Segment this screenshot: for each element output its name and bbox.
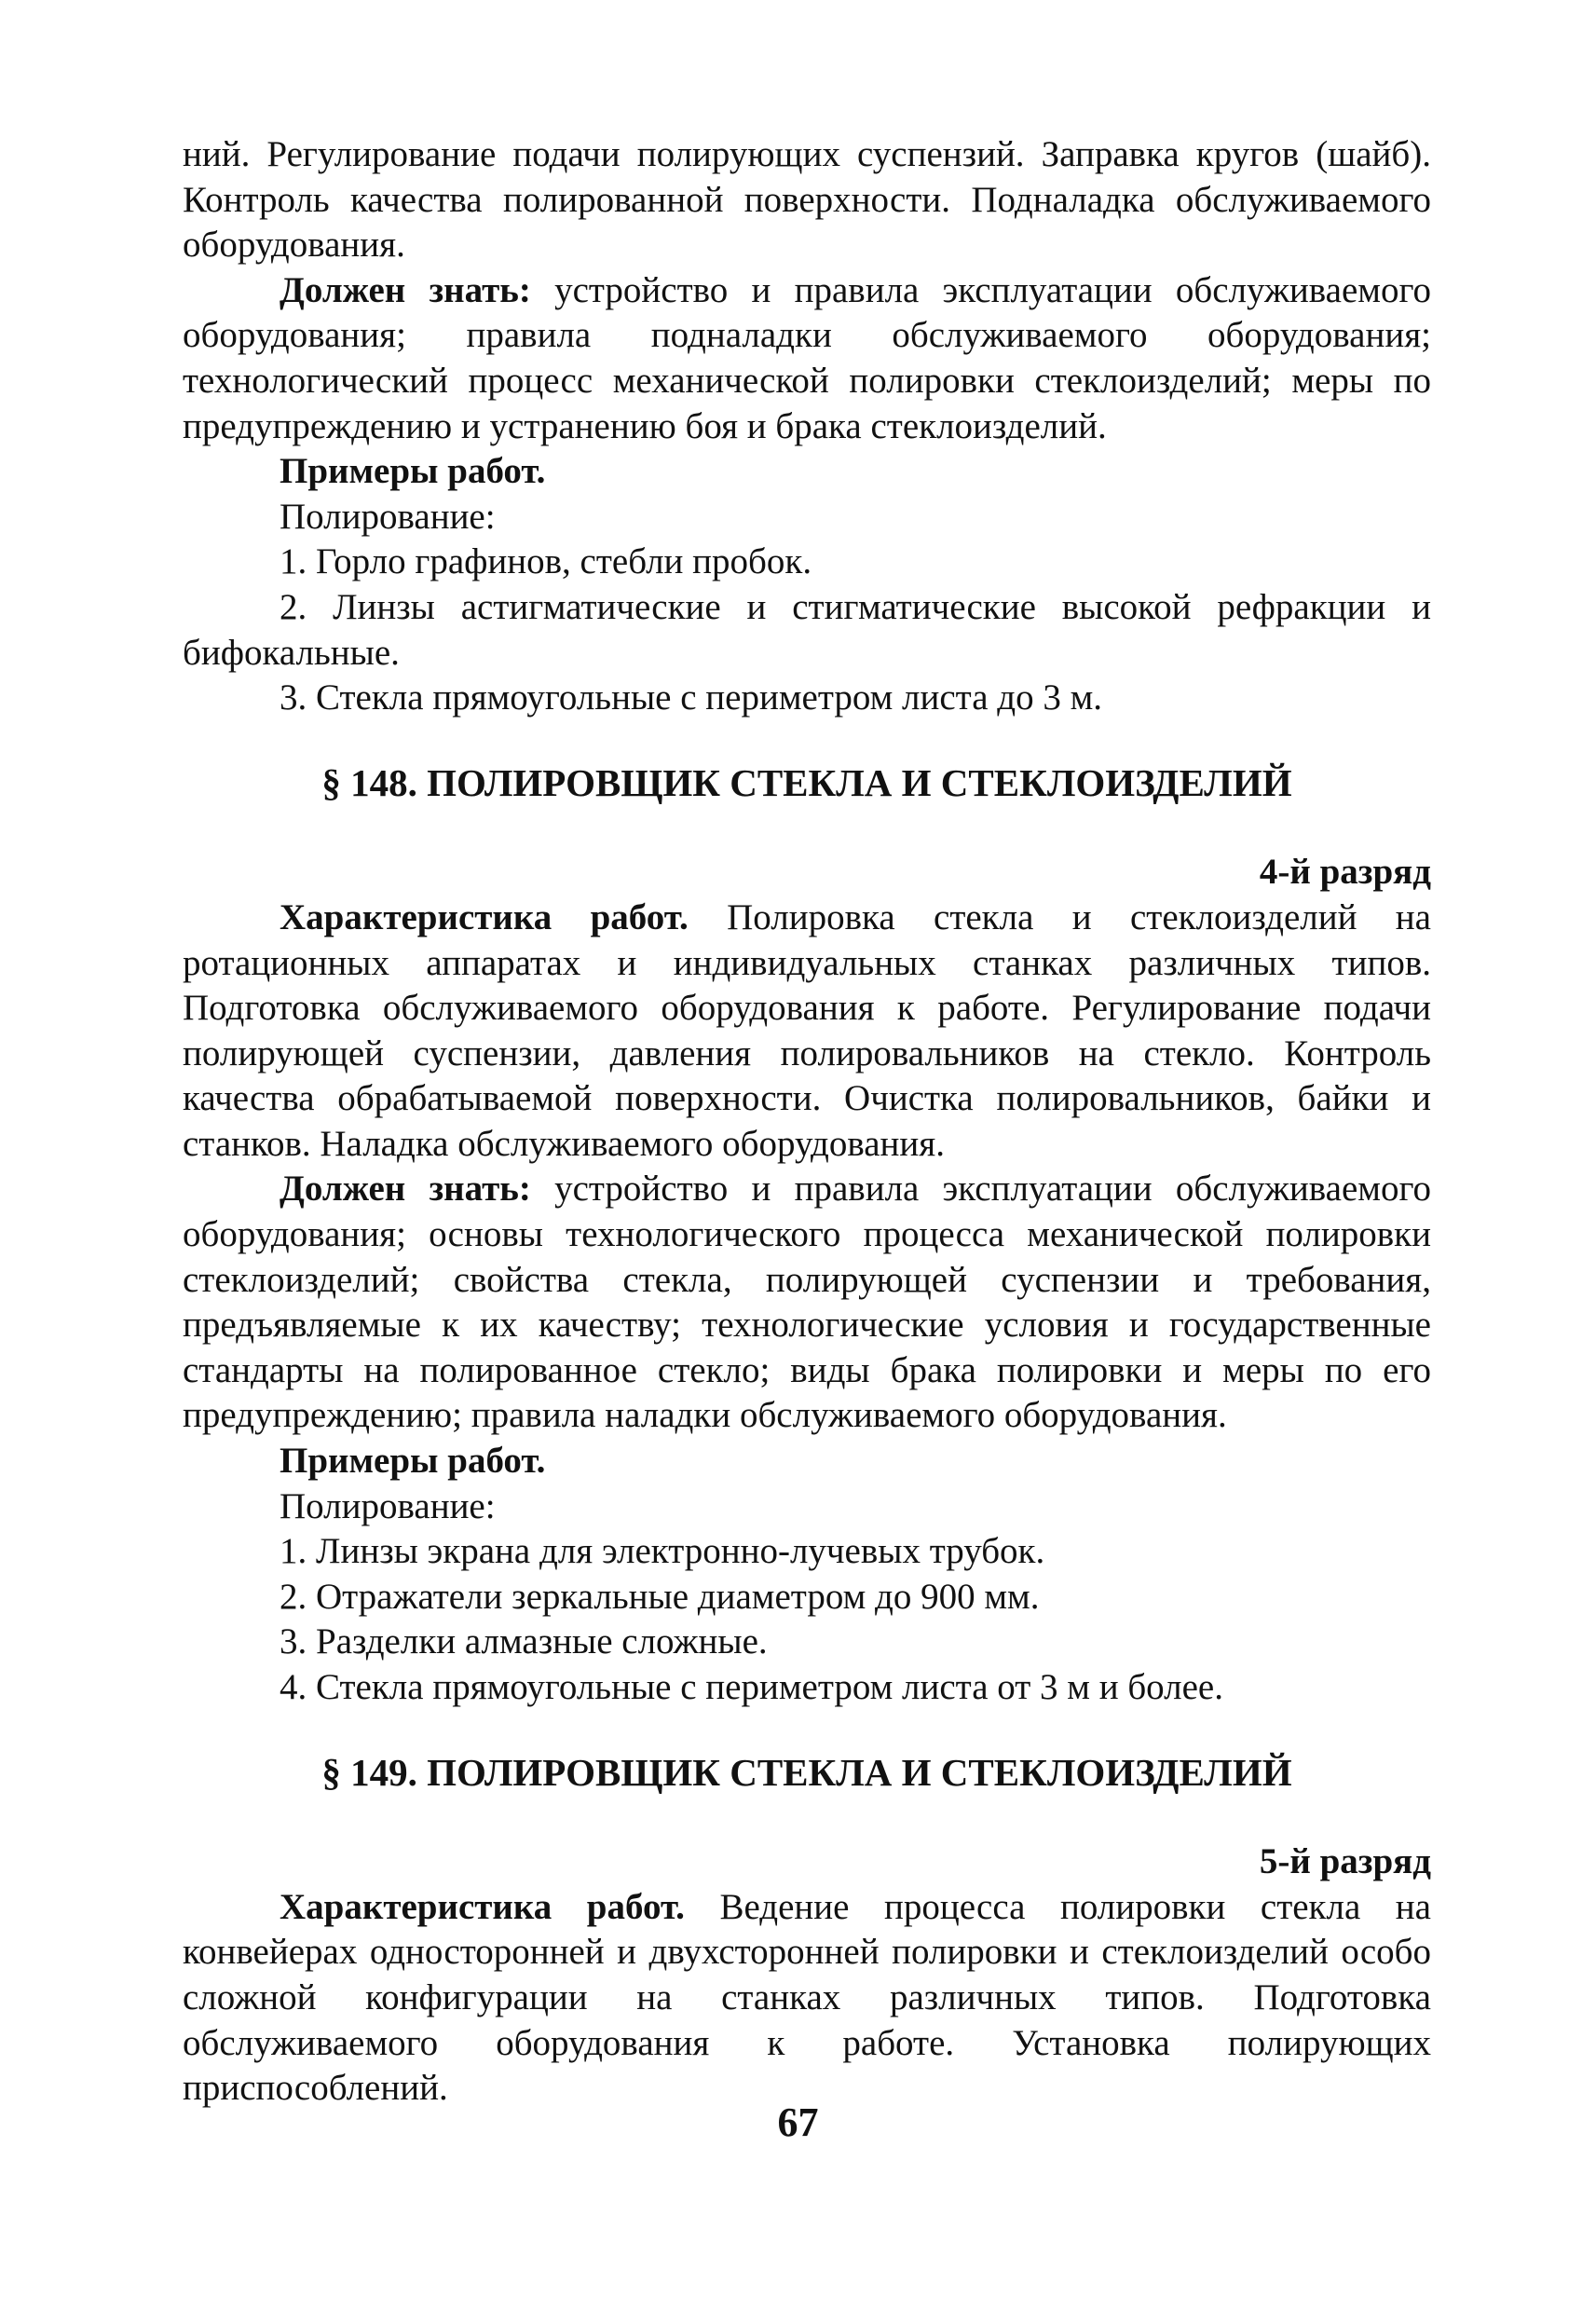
list-item: 4. Стекла прямоугольные с периметром листа от 3 м и более. [280,1667,1223,1707]
paragraph-text: Ведение процесса полировки стекла на конвейерах односторонней и двухсторонней полировки и стеклоизделий особо сложной конфигурации на станках различных типов. Подготовка обслуживаемого оборудования к работе. Установка полирующих приспособлений. [183,1886,1431,2109]
list-item: 3. Стекла прямоугольные с периметром листа до 3 м. [280,677,1103,718]
grade-label: 4-й разряд [1259,852,1431,893]
list-item: 2. Линзы астигматические и стигматические высокой рефракции и бифокальные. [183,586,1431,673]
list-item: 2. Отражатели зеркальные диаметром до 900 мм. [280,1576,1040,1617]
paragraph-text: устройство и правила эксплуатации обслуживаемого оборудования; правила подналадки обслуживаемого оборудования; технологический процесс механической полировки стеклоизделий; меры по предупреждению и устранению боя и брака стеклоизделий. [183,269,1431,446]
examples-heading: Примеры работ. [280,1441,546,1482]
paragraph-knowledge [183,1167,1431,1439]
paragraph-characteristic [183,896,1431,1168]
page-body [183,132,1431,2112]
paragraph-lead: Характеристика работ. [280,896,689,937]
paragraph [183,132,1431,268]
paragraph-lead: Должен знать: [280,269,531,310]
list-item: 3. Разделки алмазные сложные. [280,1621,768,1662]
list-item: 1. Горло графинов, стебли пробок. [280,541,812,582]
paragraph-lead: Характеристика работ. [280,1886,685,1927]
section-heading: § 149. ПОЛИРОВЩИК СТЕКЛА И СТЕКЛОИЗДЕЛИЙ [321,1750,1292,1794]
examples-heading: Примеры работ. [280,451,546,492]
paragraph-text: устройство и правила эксплуатации обслуживаемого оборудования; основы технологического процесса механической полировки стеклоизделий; свойства стекла, полирующей суспензии и требования, предъявляемые к их качеству; технологические условия и государственные стандарты на полированное стекло; виды брака полировки и меры по его предупреждению; правила наладки обслуживаемого оборудования. [183,1169,1431,1436]
paragraph-text: ний. Регулирование подачи полирующих суспензий. Заправка кругов (шайб). Контроль качества полированной поверхности. Подналадка обслуживаемого оборудования. [183,134,1431,266]
list-item: 1. Линзы экрана для электронно-лучевых трубок. [280,1531,1045,1572]
examples-intro: Полирование: [280,1485,496,1526]
paragraph-characteristic [183,1885,1431,2112]
section-heading: § 148. ПОЛИРОВЩИК СТЕКЛА И СТЕКЛОИЗДЕЛИЙ [321,760,1292,804]
paragraph-knowledge [183,268,1431,449]
paragraph-text: Полировка стекла и стеклоизделий на ротационных аппаратах и индивидуальных станках различных типов. Подготовка обслуживаемого оборудования к работе. Регулирование подачи полирующей суспензии, давления полировальников на стекло. Контроль качества обрабатываемой поверхности. Очистка полировальников, байки и станков. Наладка обслуживаемого оборудования. [183,896,1431,1164]
examples-intro: Полирование: [280,496,496,537]
page-number: 67 [777,2099,819,2145]
paragraph-lead: Должен знать: [280,1169,531,1210]
grade-label: 5-й разряд [1259,1841,1431,1882]
